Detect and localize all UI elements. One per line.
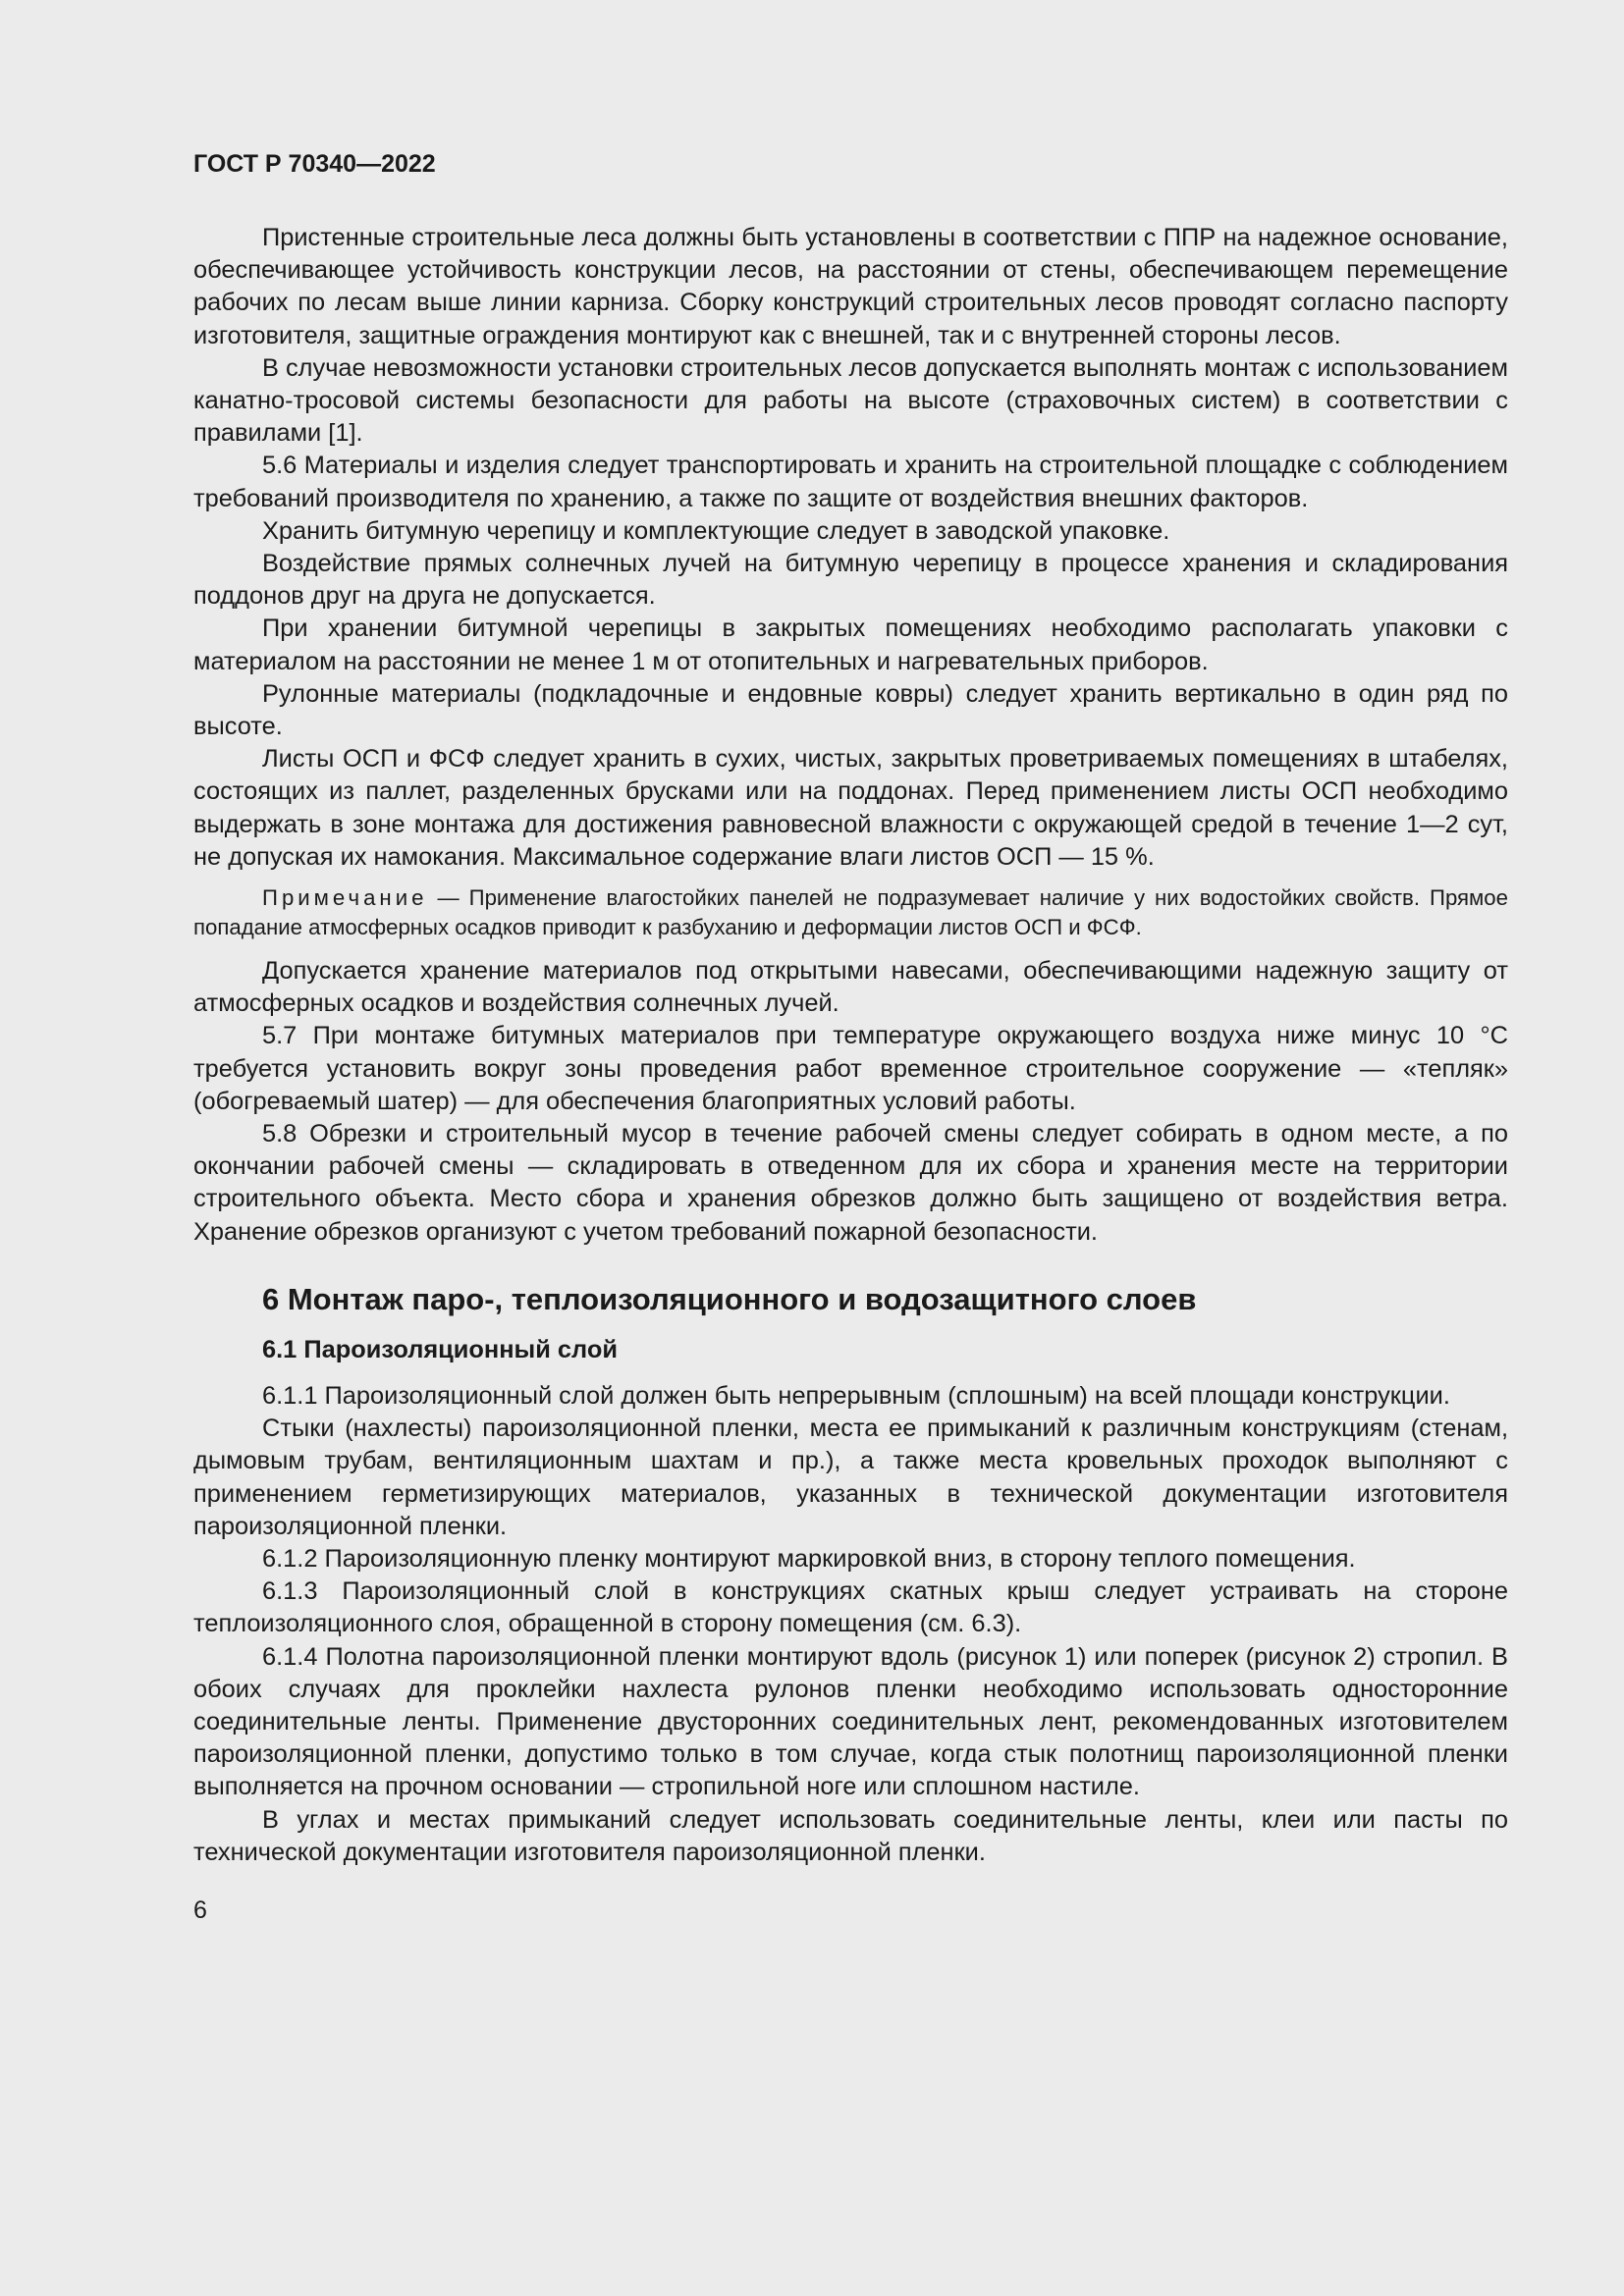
paragraph-osb-storage: Листы ОСП и ФСФ следует хранить в сухих, чистых, закрытых проветриваемых помещениях в штабелях, состоящих из паллет, разделенных брусками или на поддонах. Перед применением листы ОСП необходимо выдержать в зоне монтажа для достижения равновесной влажности с окружающей средой в течение 1—2 сут, не допуская их намокания. Максимальное содержание влаги листов ОСП — 15 %. <box>193 745 1508 871</box>
paragraph-6-1-1: 6.1.1 Пароизоляционный слой должен быть непрерывным (сплошным) на всей площади конструкции. <box>262 1381 1450 1410</box>
paragraph-joints: Стыки (нахлесты) пароизоляционной пленки, места ее примыканий к различным конструкциям (стенам, дымовым трубам, вентиляционным шахтам и пр.), а также места кровельных проходок выполняют с применением герметизирующих материалов, указанных в технической документации изготовителя пароизоляционной пленки. <box>193 1415 1508 1540</box>
paragraph-sunlight: Воздействие прямых солнечных лучей на битумную черепицу в процессе хранения и складирования поддонов друг на друга не допускается. <box>193 550 1508 611</box>
note-text: — Применение влагостойких панелей не подразумевает наличие у них водостойких свойств. Прямое попадание атмосферных осадков приводит к разбуханию и деформации листов ОСП и ФСФ. <box>193 885 1508 940</box>
section-6-1-heading: 6.1 Пароизоляционный слой <box>262 1335 618 1363</box>
paragraph-canopy-storage: Допускается хранение материалов под открытыми навесами, обеспечивающими надежную защиту от атмосферных осадков и воздействия солнечных лучей. <box>193 957 1508 1018</box>
paragraph-5-7: 5.7 При монтаже битумных материалов при температуре окружающего воздуха ниже минус 10 °С требуется установить вокруг зоны проведения работ временное строительное сооружение — «тепляк» (обогреваемый шатер) — для обеспечения благоприятных условий работы. <box>193 1022 1508 1115</box>
paragraph-rope-system: В случае невозможности установки строительных лесов допускается выполнять монтаж с использованием канатно-тросовой системы безопасности для работы на высоте (страховочных систем) в соответствии с правилами [1]. <box>193 353 1509 448</box>
paragraph-indoor-storage: При хранении битумной черепицы в закрытых помещениях необходимо располагать упаковки с материалом на расстоянии не менее 1 м от отопительных и нагревательных приборов. <box>193 614 1508 675</box>
paragraph-5-6: 5.6 Материалы и изделия следует транспортировать и хранить на строительной площадке с соблюдением требований производителя по хранению, а также по защите от воздействия внешних факторов. <box>193 452 1508 512</box>
page-number: 6 <box>193 1896 207 1924</box>
section-6-heading: 6 Монтаж паро-, теплоизоляционного и водозащитного слоев <box>262 1281 1197 1316</box>
note-label: Примечание <box>262 885 428 911</box>
paragraph-roll-materials: Рулонные материалы (подкладочные и ендовные ковры) следует хранить вертикально в один ряд по высоте. <box>193 679 1508 741</box>
paragraph-storage-packaging: Хранить битумную черепицу и комплектующие следует в заводской упаковке. <box>262 516 1170 545</box>
document-header: ГОСТ Р 70340—2022 <box>193 150 436 178</box>
paragraph-corners: В углах и местах примыканий следует использовать соединительные ленты, клеи или пасты по технической документации изготовителя пароизоляционной пленки. <box>193 1805 1508 1866</box>
paragraph-6-1-3: 6.1.3 Пароизоляционный слой в конструкциях скатных крыш следует устраивать на стороне теплоизоляционного слоя, обращенной в сторону помещения (см. 6.3). <box>193 1577 1508 1638</box>
note <box>193 883 1508 942</box>
paragraph-scaffolding: Пристенные строительные леса должны быть установлены в соответствии с ППР на надежное основание, обеспечивающее устойчивость конструкции лесов, на расстоянии от стены, обеспечивающем перемещение рабочих по лесам выше линии карниза. Сборку конструкций строительных лесов проводят согласно паспорту изготовителя, защитные ограждения монтируют как с внешней, так и с внутренней стороны лесов. <box>193 224 1508 349</box>
paragraph-6-1-2: 6.1.2 Пароизоляционную пленку монтируют маркировкой вниз, в сторону теплого помещения. <box>262 1544 1356 1573</box>
paragraph-6-1-4: 6.1.4 Полотна пароизоляционной пленки монтируют вдоль (рисунок 1) или поперек (рисунок 2) стропил. В обоих случаях для проклейки нахлеста рулонов пленки необходимо использовать односторонние соединительные ленты. Применение двусторонних соединительных лент, рекомендованных изготовителем пароизоляционной пленки, допустимо только в том случае, когда стык полотнищ пароизоляционной пленки выполняется на прочном основании — стропильной ноге или сплошном настиле. <box>193 1642 1508 1801</box>
paragraph-5-8: 5.8 Обрезки и строительный мусор в течение рабочей смены следует собирать в одном месте, а по окончании рабочей смены — складировать в отведенном для их сбора и хранения месте на территории строительного объекта. Место сбора и хранения обрезков должно быть защищено от воздействия ветра. Хранение обрезков организуют с учетом требований пожарной безопасности. <box>193 1120 1508 1246</box>
